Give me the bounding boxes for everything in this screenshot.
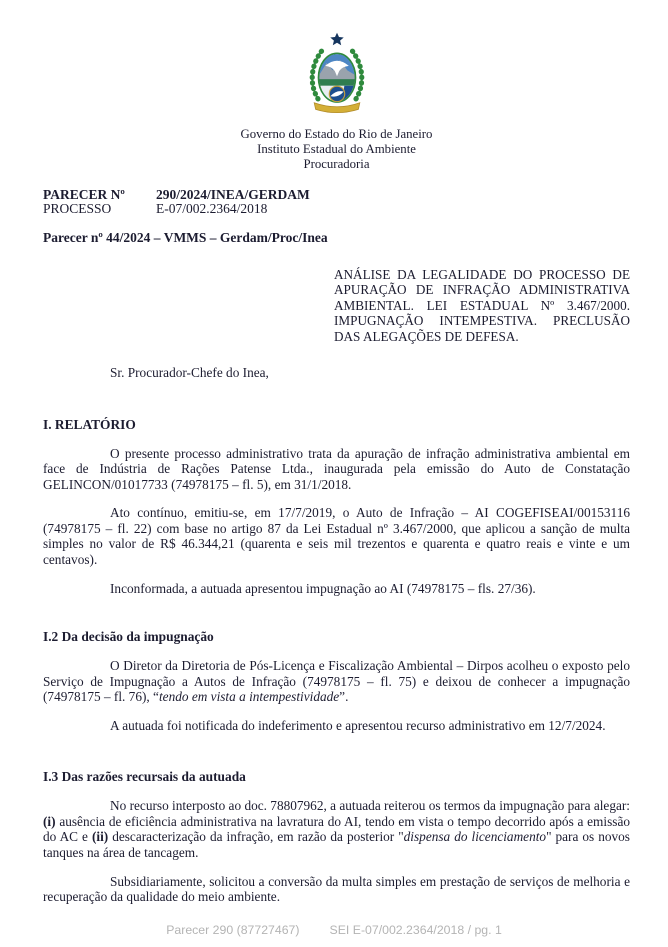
meta-row-processo	[43, 202, 630, 217]
org-line-procuradoria: Procuradoria	[303, 157, 370, 172]
section-heading-decisao-impugnacao: I.2 Da decisão da impugnação	[43, 629, 214, 645]
processo-number: E-07/002.2364/2018	[156, 201, 268, 217]
rio-coat-of-arms-icon	[300, 32, 374, 116]
paragraph: O Diretor da Diretoria de Pós-Licença e Fiscalização Ambiental – Dirpos acolheu o exposto pelo Serviço de Impugnação a Autos de Infração (74978175 – fl. 75) e deixou de conhecer a impugnação (74978175 – fl. 76), “tendo em vista a intempestividade”.	[43, 658, 630, 705]
paragraph: O presente processo administrativo trata da apuração de infração administrativa ambiental em face de Indústria de Rações Patense Ltda., inaugurada pela emissão do Auto de Constatação GELINCON/01017733 (74978175 – fl. 5), em 31/1/2018.	[43, 445, 630, 492]
summary-ementa: ANÁLISE DA LEGALIDADE DO PROCESSO DE APURAÇÃO DE INFRAÇÃO ADMINISTRATIVA AMBIENTAL. LEI ESTADUAL Nº 3.467/2000. IMPUGNAÇÃO INTEMPESTIVA. PRECLUSÃO DAS ALEGAÇÕES DE DEFESA.	[334, 266, 630, 344]
org-line-institute: Instituto Estadual do Ambiente	[257, 142, 416, 157]
state-emblem-logo	[300, 32, 374, 116]
paragraph: No recurso interposto ao doc. 78807962, a autuada reiterou os termos da impugnação para alegar: (i) ausência de eficiência administrativa na lavratura do AI, tendo em vista o tempo decorrido após a emissão do AC e (ii) descaracterização da infração, em razão da posterior "dispensa do licenciamento" para os novos tanques na área de tancagem.	[43, 798, 630, 860]
footer-doc-ref: Parecer 290 (87727467)	[166, 923, 300, 937]
section-heading-relatorio: I. RELATÓRIO	[43, 416, 136, 432]
processo-label: PROCESSO	[43, 201, 112, 217]
footer-sei-ref: SEI E-07/002.2364/2018 / pg. 1	[329, 923, 502, 937]
paragraph: Ato contínuo, emitiu-se, em 17/7/2019, o Auto de Infração – AI COGEFISEAI/00153116 (74978175 – fl. 22) com base no artigo 87 da Lei Estadual nº 3.467/2000, que aplicou a sanção de multa simples no valor de R$ 46.344,21 (quarenta e seis mil trezentos e quarenta e quatro reais e vinte e um centavos).	[43, 505, 630, 567]
page-footer	[0, 923, 668, 937]
paragraph: Subsidiariamente, solicitou a conversão da multa simples em prestação de serviços de melhoria e recuperação da qualidade do meio ambiente.	[43, 873, 630, 905]
org-line-government: Governo do Estado do Rio de Janeiro	[240, 127, 433, 141]
org-identification	[43, 127, 630, 173]
document-header	[43, 0, 630, 173]
subject-line: Parecer nº 44/2024 – VMMS – Gerdam/Proc/Inea	[43, 229, 328, 245]
salutation: Sr. Procurador-Chefe do Inea,	[110, 364, 269, 380]
meta-row-parecer	[43, 188, 630, 203]
section-heading-razoes-recursais: I.3 Das razões recursais da autuada	[43, 769, 246, 785]
parecer-number: 290/2024/INEA/GERDAM	[156, 186, 310, 202]
parecer-label: PARECER Nº	[43, 186, 125, 202]
paragraph: A autuada foi notificada do indeferimento e apresentou recurso administrativo em 12/7/2024.	[110, 717, 606, 733]
document-meta	[43, 188, 630, 217]
paragraph: Inconformada, a autuada apresentou impugnação ao AI (74978175 – fls. 27/36).	[110, 580, 536, 596]
